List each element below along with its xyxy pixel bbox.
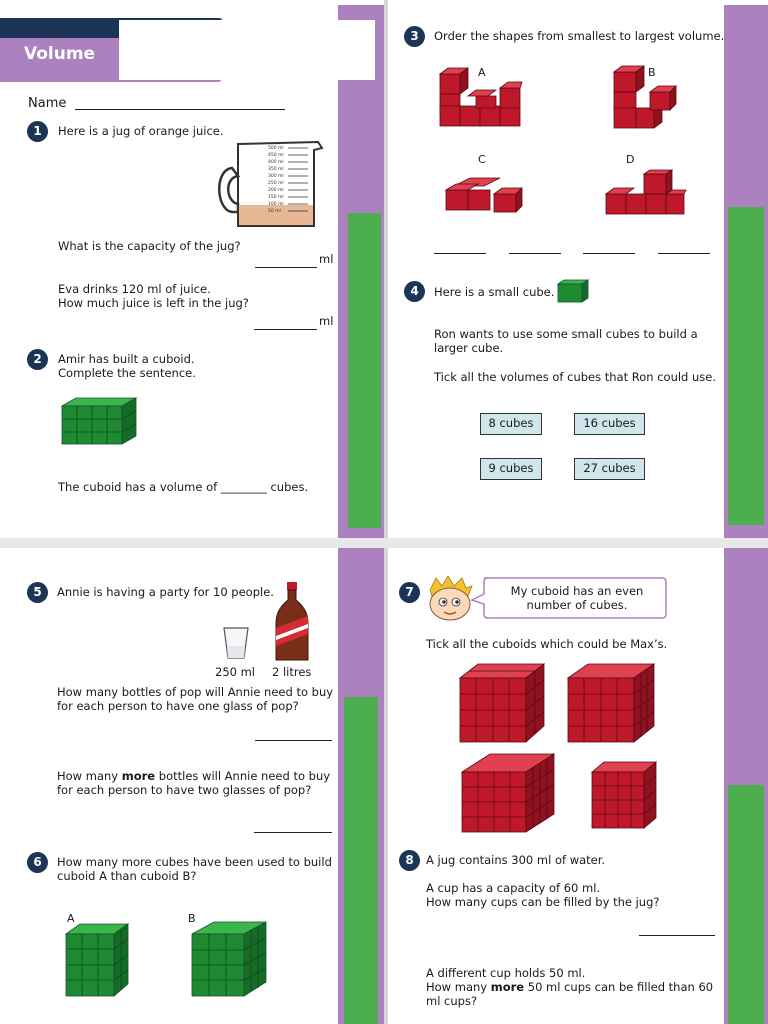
q3-text: Order the shapes from smallest to largest volume. [434, 29, 725, 43]
jug-mark-50: 50 ml [268, 209, 281, 214]
pop-bottle-icon [274, 580, 310, 664]
q3-answer-1[interactable] [434, 253, 486, 254]
red-cuboid-2-icon [564, 660, 658, 746]
question-number-5: 5 [27, 582, 48, 603]
question-number-8: 8 [399, 850, 420, 871]
small-cube-icon [556, 278, 590, 304]
q8-text-3b-pre: How many [426, 980, 491, 994]
q6-text: How many more cubes have been used to build cuboid A than cuboid B? [57, 855, 332, 883]
q1-answer-a[interactable] [255, 267, 317, 268]
divider-vertical-bottom [384, 548, 388, 1024]
q5-bottle-label: 2 litres [272, 665, 312, 679]
jug-mark-400: 400 ml [268, 160, 284, 165]
q7-text: Tick all the cuboids which could be Max’s. [426, 637, 668, 651]
jug-mark-250: 250 ml [268, 181, 284, 186]
q3-label-c: C [478, 153, 486, 166]
q8-text-3b [426, 980, 713, 1008]
shape-b-icon [612, 64, 678, 130]
q4-text-2: Ron wants to use some small cubes to build a larger cube. [434, 327, 698, 355]
q8-text: A jug contains 300 ml of water. [426, 853, 606, 867]
jug-mark-450: 450 ml [268, 153, 284, 158]
shape-c-icon [444, 176, 524, 214]
q4-text: Here is a small cube. [434, 285, 555, 299]
jug-mark-500: 500 ml [268, 146, 284, 151]
q1-answer-b[interactable] [254, 329, 317, 330]
option-8-cubes[interactable]: 8 cubes [480, 413, 542, 435]
measuring-jug-icon [218, 140, 324, 230]
q6-label-b: B [188, 912, 196, 925]
q2-text: Amir has built a cuboid. Complete the sentence. [58, 352, 196, 380]
q5-answer-b[interactable] [254, 832, 332, 833]
sidebar-green-1 [348, 213, 381, 528]
divider-horizontal [0, 538, 768, 548]
q8-text-3a: A different cup holds 50 ml. [426, 966, 586, 980]
q8-answer-a[interactable] [639, 935, 715, 936]
option-16-cubes[interactable]: 16 cubes [574, 413, 645, 435]
shape-d-icon [604, 168, 688, 218]
q1-part-a: What is the capacity of the jug? [58, 239, 241, 253]
red-cuboid-4-icon [588, 758, 660, 832]
q1-part-b: Eva drinks 120 ml of juice. How much juice is left in the jug? [58, 282, 249, 310]
page-title: Volume [24, 44, 96, 64]
jug-mark-300: 300 ml [268, 174, 284, 179]
q8-text-3b-bold: more [490, 980, 525, 994]
jug-mark-150: 150 ml [268, 195, 284, 200]
q3-label-d: D [626, 153, 635, 166]
question-number-1: 1 [27, 121, 48, 142]
q3-answer-3[interactable] [583, 253, 635, 254]
glass-icon [222, 626, 250, 660]
option-9-cubes[interactable]: 9 cubes [480, 458, 542, 480]
cuboid-a-icon [62, 920, 132, 1000]
cuboid-b-icon [188, 918, 270, 1000]
q8-text-2: A cup has a capacity of 60 ml. How many cups can be filled by the jug? [426, 881, 660, 909]
q5-text: Annie is having a party for 10 people. [57, 585, 274, 599]
q5-glass-label: 250 ml [215, 665, 256, 679]
q5-part-b-post: bottles will Annie need to buy for each person to have two glasses of pop? [57, 769, 331, 797]
header-white-box [119, 20, 375, 80]
sidebar-green-3 [344, 697, 378, 1024]
question-number-3: 3 [404, 26, 425, 47]
q1-unit-b: ml [319, 314, 334, 328]
q5-part-b-pre: How many [57, 769, 122, 783]
name-label: Name [28, 96, 67, 111]
q5-part-b-bold: more [121, 769, 156, 783]
jug-mark-100: 100 ml [268, 202, 284, 207]
q8-text-3b-post: 50 ml cups can be filled than 60 ml cups? [426, 980, 714, 1008]
question-number-7: 7 [399, 582, 420, 603]
q3-label-a: A [478, 66, 486, 79]
q5-part-a: How many bottles of pop will Annie need to buy for each person to have one glass of pop? [57, 685, 334, 713]
q1-text: Here is a jug of orange juice. [58, 124, 224, 138]
red-cuboid-3-icon [458, 750, 558, 836]
jug-mark-200: 200 ml [268, 188, 284, 193]
q5-answer-a[interactable] [255, 740, 332, 741]
divider-vertical-top [384, 0, 388, 540]
q3-answer-2[interactable] [509, 253, 561, 254]
red-cuboid-1-icon [456, 660, 548, 746]
q2-sentence: The cuboid has a volume of ________ cubes. [58, 480, 309, 494]
q6-label-a: A [67, 912, 75, 925]
jug-mark-350: 350 ml [268, 167, 284, 172]
question-number-4: 4 [404, 281, 425, 302]
q1-unit-a: ml [319, 252, 334, 266]
q3-answer-4[interactable] [658, 253, 710, 254]
q3-label-b: B [648, 66, 656, 79]
q4-text-3: Tick all the volumes of cubes that Ron could use. [434, 370, 717, 384]
sidebar-green-2 [728, 207, 764, 525]
sidebar-green-4 [728, 785, 764, 1024]
name-field[interactable] [75, 109, 285, 110]
question-number-6: 6 [27, 852, 48, 873]
q5-part-b [57, 769, 330, 797]
boy-avatar-icon [424, 574, 476, 622]
option-27-cubes[interactable]: 27 cubes [574, 458, 645, 480]
shape-a-icon [438, 66, 524, 128]
question-number-2: 2 [27, 349, 48, 370]
speech-text: My cuboid has an even number of cubes. [510, 584, 644, 612]
green-cuboid-icon [58, 396, 140, 450]
